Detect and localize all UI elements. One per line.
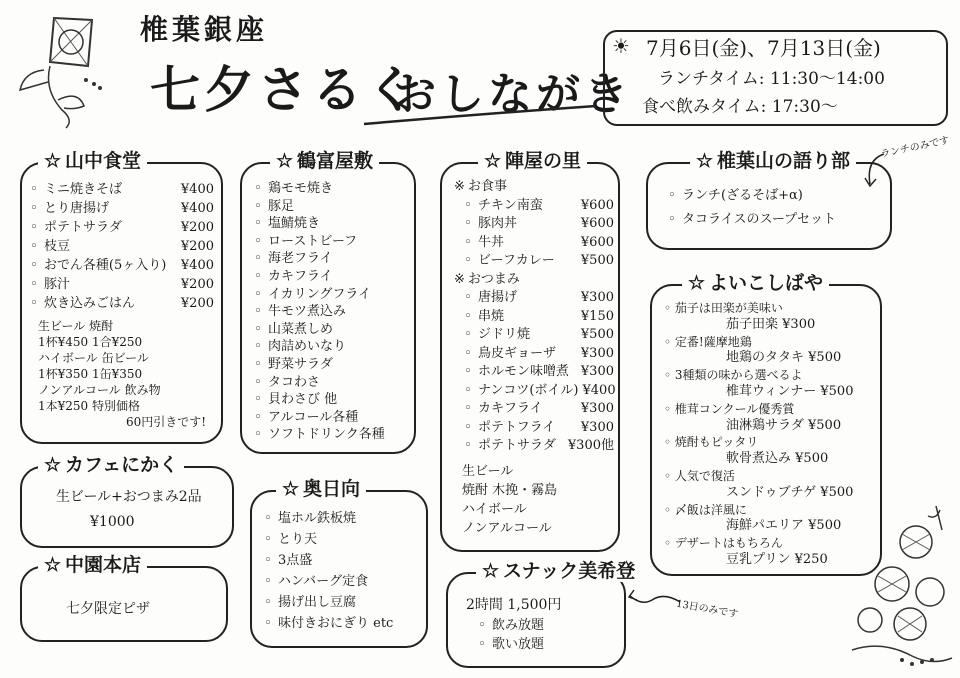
title-underline <box>360 100 600 130</box>
list-item: ◦ ビーフカレー ¥500 <box>464 253 614 268</box>
shiibayama-note: ランチのみです <box>879 135 951 161</box>
drink-line: 生ビール 焼酎 <box>38 319 114 333</box>
list-item: ◦ 椎茸コンクール優秀賞 油淋鶏サラダ ¥500 <box>664 401 842 433</box>
list-item: ◦ 3点盛 <box>264 553 313 568</box>
list-item: ◦ 塩ホル鉄板焼 <box>264 511 357 526</box>
arrow-icon <box>624 580 684 620</box>
section-label: ※ お食事 <box>454 179 508 194</box>
list-item: ◦ イカリングフライ <box>254 286 371 302</box>
event-title: 七夕さるく <box>150 60 420 119</box>
list-item: ◦ ハンバーグ定食 <box>264 574 369 589</box>
list-item: ◦ 茄子は田楽が美味い 茄子田楽 ¥300 <box>664 301 816 332</box>
list-item: ◦ ランチ(ざるそば+α) <box>668 188 803 203</box>
cafe-box <box>20 466 234 548</box>
snack-note: 13日のみです <box>675 598 739 621</box>
flower-illustration <box>14 10 104 130</box>
list-item: ◦ 飲み放題 <box>478 618 545 633</box>
okuhyuga-list <box>264 508 424 634</box>
arrow-icon <box>860 150 890 190</box>
jinya-title: ☆ 陣屋の里 <box>478 150 587 172</box>
list-item: ◦ チキン南蛮 ¥600 <box>464 197 614 213</box>
list-item: ◦ 炊き込みごはん ¥200 <box>30 296 214 311</box>
tsurutomi-list <box>254 180 410 444</box>
star-icon: ☆ <box>484 150 502 172</box>
list-item: ◦ 塩鯖焼き <box>254 216 321 232</box>
drink-line: 1杯¥450 1合¥250 <box>38 335 143 349</box>
list-item: ◦ 豚肉丼 ¥600 <box>464 216 614 231</box>
star-icon: ☆ <box>282 478 300 500</box>
yamanaka-title: ☆ 山中食堂 <box>38 150 147 172</box>
list-item: ◦ 山菜煮しめ <box>254 321 334 337</box>
dinner-time: 食べ飲みタイム: 17:30〜 <box>642 97 838 117</box>
list-item: ◦ 豚汁 ¥200 <box>30 277 214 292</box>
list-item: ◦ ナンコツ(ボイル) ¥400 <box>464 382 616 398</box>
star-icon: ☆ <box>44 554 62 576</box>
list-item: ◦ とり天 <box>264 532 318 547</box>
list-item: ◦ デザートはもちろん 豆乳プリン ¥250 <box>664 536 828 567</box>
yamanaka-drinks <box>38 318 206 430</box>
star-icon: ☆ <box>696 150 714 172</box>
yoikoshi-title: ☆ よいこしばや <box>682 272 829 294</box>
star-icon: ☆ <box>276 150 294 172</box>
snack-plan: 2時間 1,500円 <box>466 597 562 613</box>
snack-title: ☆ スナック美希登 <box>476 560 641 582</box>
list-item: ◦ 味付きおにぎり etc <box>264 616 394 631</box>
list-item: ◦ 鶏モモ焼き <box>254 181 334 196</box>
list-item: ◦ 焼酎もピッタリ 軟骨煮込み ¥500 <box>664 435 829 467</box>
cafe-line2: ¥1000 <box>90 514 135 530</box>
list-item: ◦ ポテトサラダ ¥300他 <box>464 438 614 453</box>
tsurutomi-title: ☆ 鶴富屋敷 <box>270 150 379 172</box>
drink-line: 生ビール <box>462 464 514 479</box>
shiibayama-title: ☆ 椎葉山の語り部 <box>690 150 856 172</box>
drink-line: ハイボール <box>462 502 527 517</box>
shiibayama-list <box>668 184 878 232</box>
list-item: ◦ 牛丼 ¥600 <box>464 234 614 250</box>
yamanaka-food-list <box>30 180 214 313</box>
list-item: ◦ アルコール各種 <box>254 409 359 425</box>
list-item: ◦ 定番!薩摩地鶏 地鶏のタタキ ¥500 <box>664 334 842 366</box>
chugoku-title: ☆ 中園本店 <box>38 554 147 576</box>
location-title: 椎葉銀座 <box>140 13 269 46</box>
list-item: ◦ ローストビーフ <box>254 233 358 249</box>
chugoku-line1: 七夕限定ピザ <box>66 601 150 617</box>
star-icon: ☆ <box>44 454 62 476</box>
star-icon: ☆ <box>688 272 706 294</box>
drink-line: ハイボール 缶ビール <box>38 351 149 365</box>
drink-line: 1杯¥350 1缶¥350 <box>38 367 143 381</box>
list-item: ◦ カキフライ <box>254 268 333 284</box>
list-item: ◦ 揚げ出し豆腐 <box>264 595 357 610</box>
drink-line: 焼酎 木挽・霧島 <box>462 483 558 498</box>
list-item: ◦ 豚足 <box>254 198 295 214</box>
cafe-line1: 生ビール+おつまみ2品 <box>56 489 202 505</box>
list-item: ◦ 唐揚げ ¥300 <box>464 290 614 305</box>
list-item: ◦ カキフライ ¥300 <box>464 401 614 416</box>
list-item: ◦ 〆飯は洋風に 海鮮パエリア ¥500 <box>664 502 842 534</box>
list-item: ◦ タコライスのスープセット <box>668 212 837 227</box>
drink-line: 1本¥250 特別価格 <box>38 399 140 413</box>
flower-illustration <box>832 500 956 672</box>
list-item: ◦ ジドリ焼 ¥500 <box>464 327 614 342</box>
cafe-title: ☆ カフェにかく <box>38 454 184 476</box>
list-item: ◦ ホルモン味噌煮 ¥300 <box>464 364 614 379</box>
star-icon: ☆ <box>482 560 500 582</box>
star-icon: ☆ <box>44 150 62 172</box>
list-item: ◦ おでん各種(5ヶ入り) ¥400 <box>30 258 214 273</box>
list-item: ◦ 歌い放題 <box>478 637 545 652</box>
drink-line: ノンアルコール 飲み物 <box>38 383 161 397</box>
list-item: ◦ 牛モツ煮込み <box>254 304 347 320</box>
list-item: ◦ 鳥皮ギョーザ ¥300 <box>464 345 614 361</box>
drink-note: 60円引きです! <box>126 415 207 429</box>
section-label: ※ おつまみ <box>454 271 520 287</box>
list-item: ◦ 人気で復活 スンドゥブチゲ ¥500 <box>664 468 854 500</box>
sun-icon: ☀ <box>612 34 630 58</box>
okuhyuga-title: ☆ 奥日向 <box>276 478 366 500</box>
list-item: ◦ 肉詰めいなり <box>254 339 347 355</box>
list-item: ◦ ミニ焼きそば ¥400 <box>30 182 214 197</box>
list-item: ◦ ソフトドリンク各種 <box>254 427 385 443</box>
jinya-list <box>454 178 614 456</box>
schedule-dates: 7月6日(金)、7月13日(金) <box>646 36 881 60</box>
menu-title: おしながき <box>392 69 632 120</box>
drink-line: ノンアルコール <box>462 521 552 536</box>
list-item: ◦ 貝わさび 他 <box>254 392 338 408</box>
list-item: ◦ 3種類の味から選べるよ 椎茸ウィンナー ¥500 <box>664 368 854 399</box>
jinya-drinks <box>462 462 557 538</box>
list-item: ◦ 野菜サラダ <box>254 356 333 372</box>
snack-list <box>478 616 618 654</box>
list-item: ◦ 串焼 ¥150 <box>464 308 614 324</box>
list-item: ◦ 枝豆 ¥200 <box>30 239 214 254</box>
list-item: ◦ ポテトフライ ¥300 <box>464 419 614 435</box>
lunch-time: ランチタイム: 11:30〜14:00 <box>658 69 885 89</box>
list-item: ◦ ポテトサラダ ¥200 <box>30 220 214 235</box>
list-item: ◦ 海老フライ <box>254 251 333 267</box>
list-item: ◦ とり唐揚げ ¥400 <box>30 201 214 216</box>
list-item: ◦ タコわさ <box>254 374 321 390</box>
